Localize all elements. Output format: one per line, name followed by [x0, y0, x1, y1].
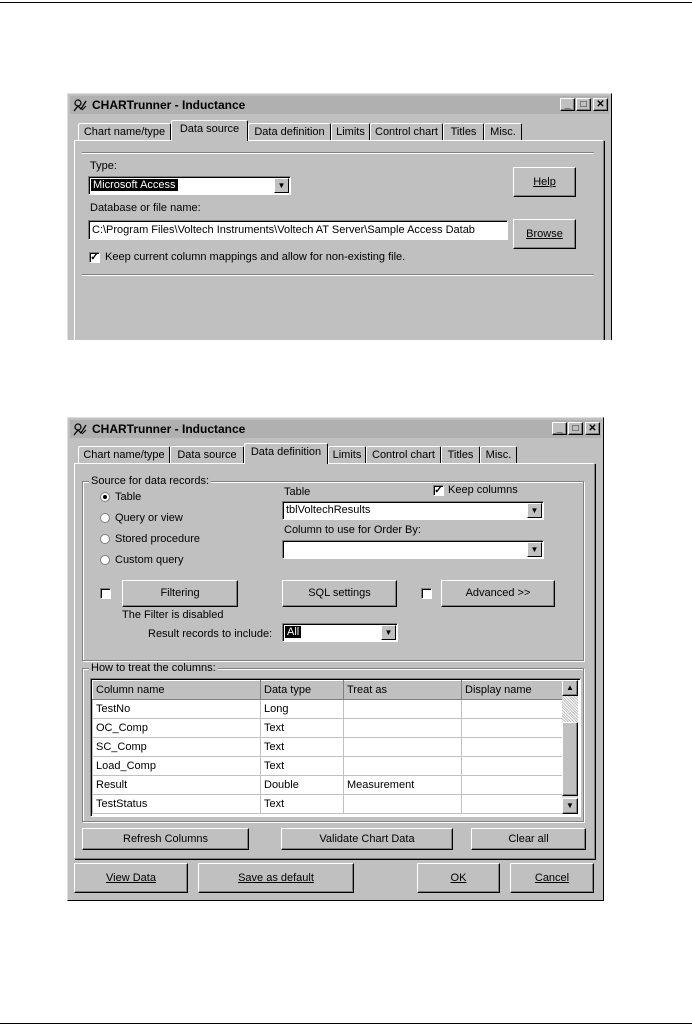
- radio-table-label: Table: [115, 491, 142, 503]
- cell-data-type[interactable]: Text: [261, 795, 344, 814]
- header-display-name[interactable]: Display name: [462, 681, 563, 700]
- table-row[interactable]: [93, 795, 563, 814]
- tab-misc[interactable]: Misc.: [484, 123, 522, 141]
- table-row[interactable]: [93, 719, 563, 738]
- advanced-checkbox[interactable]: [421, 588, 432, 599]
- radio-table[interactable]: [100, 492, 110, 502]
- advanced-button[interactable]: [441, 580, 555, 607]
- top-rule: [0, 2, 692, 3]
- cell-data-type[interactable]: Text: [261, 757, 344, 776]
- radio-custom-query[interactable]: [100, 555, 110, 565]
- order-by-select[interactable]: [282, 540, 544, 559]
- sql-settings-button[interactable]: [282, 580, 397, 607]
- help-button[interactable]: [513, 167, 576, 197]
- columns-group-title: How to treat the columns:: [91, 662, 216, 674]
- close-icon[interactable]: ✕: [593, 98, 608, 111]
- validate-chart-data-button[interactable]: [281, 828, 453, 850]
- bottom-divider: [82, 274, 594, 276]
- tab-data-definition[interactable]: Data definition: [248, 123, 331, 141]
- tab-control-chart[interactable]: Control chart: [366, 446, 441, 464]
- cell-display-name[interactable]: [462, 719, 563, 738]
- table-row[interactable]: [93, 738, 563, 757]
- minimize-icon[interactable]: _: [560, 98, 575, 111]
- sql-settings-label: SQL settings: [308, 587, 371, 599]
- help-button-label: Help: [533, 176, 556, 188]
- view-data-label: View Data: [106, 872, 156, 884]
- table-select-value: tblVoltechResults: [286, 504, 371, 516]
- tab-misc[interactable]: Misc.: [480, 446, 517, 464]
- radio-query-or-view[interactable]: [100, 513, 110, 523]
- result-records-select[interactable]: [282, 623, 398, 642]
- scroll-down-icon[interactable]: ▼: [562, 798, 578, 814]
- cell-data-type[interactable]: Double: [261, 776, 344, 795]
- cell-data-type[interactable]: Text: [261, 719, 344, 738]
- cell-column-name[interactable]: TestStatus: [93, 795, 261, 814]
- clear-all-label: Clear all: [508, 833, 549, 845]
- database-label: Database or file name:: [90, 202, 201, 214]
- columns-grid: [90, 678, 581, 817]
- database-path-input[interactable]: [88, 220, 508, 240]
- window-title: CHARTrunner - Inductance: [92, 98, 246, 112]
- chevron-down-icon[interactable]: ▼: [527, 503, 542, 518]
- cell-treat-as[interactable]: [344, 719, 462, 738]
- cell-column-name[interactable]: TestNo: [93, 700, 261, 719]
- clear-all-button[interactable]: [471, 828, 586, 850]
- chevron-down-icon[interactable]: ▼: [274, 178, 289, 193]
- header-data-type[interactable]: Data type: [261, 681, 344, 700]
- cell-display-name[interactable]: [462, 795, 563, 814]
- tab-chart-name-type[interactable]: Chart name/type: [78, 446, 170, 464]
- scroll-up-icon[interactable]: ▲: [562, 680, 578, 696]
- cell-column-name[interactable]: Load_Comp: [93, 757, 261, 776]
- title-bar: [70, 96, 609, 114]
- table-row[interactable]: [93, 757, 563, 776]
- cell-display-name[interactable]: [462, 776, 563, 795]
- vertical-scrollbar[interactable]: [562, 680, 578, 814]
- refresh-columns-button[interactable]: [82, 828, 249, 850]
- tab-control-chart[interactable]: Control chart: [370, 123, 443, 141]
- maximize-icon[interactable]: □: [576, 98, 591, 111]
- chevron-down-icon[interactable]: ▼: [381, 625, 396, 640]
- tab-titles[interactable]: Titles: [443, 123, 484, 141]
- table-label: Table: [284, 486, 311, 498]
- tab-limits[interactable]: Limits: [328, 446, 366, 464]
- validate-chart-data-label: Validate Chart Data: [319, 833, 415, 845]
- radio-stored-procedure[interactable]: [100, 534, 110, 544]
- data-source-window: [67, 93, 612, 340]
- database-path-value: C:\Program Files\Voltech Instruments\Voltech AT Server\Sample Access Datab: [92, 224, 475, 236]
- keep-columns-checkbox[interactable]: ✓: [434, 485, 443, 496]
- chartrunner-app-icon: [72, 97, 88, 113]
- cell-data-type[interactable]: Long: [261, 700, 344, 719]
- filtering-checkbox[interactable]: [100, 588, 111, 599]
- title-bar: [70, 420, 601, 438]
- result-records-value: All: [287, 626, 300, 638]
- cell-display-name[interactable]: [462, 757, 563, 776]
- data-definition-window: [67, 417, 604, 901]
- tab-data-source[interactable]: Data source: [170, 446, 244, 464]
- filtering-button-label: Filtering: [160, 587, 200, 599]
- type-label: Type:: [90, 160, 117, 172]
- radio-query-label: Query or view: [115, 512, 183, 524]
- window-title: CHARTrunner - Inductance: [92, 422, 246, 436]
- type-select[interactable]: [88, 176, 291, 195]
- refresh-columns-label: Refresh Columns: [123, 833, 208, 845]
- scroll-thumb[interactable]: [562, 722, 578, 796]
- keep-columns-label: Keep columns: [448, 484, 518, 496]
- cell-column-name[interactable]: SC_Comp: [93, 738, 261, 757]
- advanced-button-label: Advanced >>: [465, 587, 531, 599]
- cancel-button[interactable]: [510, 863, 594, 893]
- chevron-down-icon[interactable]: ▼: [527, 542, 542, 557]
- maximize-icon[interactable]: □: [568, 422, 583, 435]
- view-data-button[interactable]: [74, 863, 188, 893]
- header-column-name[interactable]: Column name: [93, 681, 261, 700]
- table-select[interactable]: [282, 501, 544, 520]
- ok-label: OK: [450, 872, 467, 884]
- top-divider: [82, 152, 594, 154]
- cell-treat-as[interactable]: [344, 757, 462, 776]
- chartrunner-app-icon: [72, 421, 88, 437]
- cell-column-name[interactable]: OC_Comp: [93, 719, 261, 738]
- cell-display-name[interactable]: [462, 700, 563, 719]
- tab-chart-name-type[interactable]: Chart name/type: [78, 123, 171, 141]
- minimize-icon[interactable]: _: [552, 422, 567, 435]
- columns-table: [92, 680, 563, 814]
- ok-button[interactable]: [417, 863, 500, 893]
- keep-mappings-label: Keep current column mappings and allow for non-existing file.: [105, 251, 406, 263]
- cell-treat-as[interactable]: Measurement: [344, 776, 462, 795]
- radio-custom-query-label: Custom query: [115, 554, 184, 566]
- save-as-default-button[interactable]: [198, 863, 354, 893]
- close-icon[interactable]: ✕: [585, 422, 600, 435]
- radio-stored-procedure-label: Stored procedure: [115, 533, 200, 545]
- browse-button-label: Browse: [526, 228, 563, 240]
- keep-mappings-checkbox[interactable]: ✓: [90, 252, 99, 263]
- order-by-label: Column to use for Order By:: [284, 524, 421, 536]
- table-row[interactable]: [93, 700, 563, 719]
- tab-limits[interactable]: Limits: [331, 123, 370, 141]
- bottom-rule: [0, 1023, 692, 1024]
- tab-data-definition[interactable]: Data definition: [244, 443, 328, 464]
- cell-display-name[interactable]: [462, 738, 563, 757]
- browse-button[interactable]: [513, 219, 576, 249]
- cell-treat-as[interactable]: [344, 738, 462, 757]
- cell-treat-as[interactable]: [344, 700, 462, 719]
- cancel-label: Cancel: [534, 872, 570, 884]
- columns-header-row: [93, 681, 563, 700]
- header-treat-as[interactable]: Treat as: [344, 681, 462, 700]
- type-select-value: Microsoft Access: [93, 179, 176, 191]
- source-records-title: Source for data records:: [91, 475, 210, 487]
- tab-titles[interactable]: Titles: [441, 446, 480, 464]
- cell-column-name[interactable]: Result: [93, 776, 261, 795]
- table-row[interactable]: [93, 776, 563, 795]
- save-as-default-label: Save as default: [238, 872, 314, 884]
- result-records-label: Result records to include:: [148, 628, 273, 640]
- cell-treat-as[interactable]: [344, 795, 462, 814]
- cell-data-type[interactable]: Text: [261, 738, 344, 757]
- tab-data-source[interactable]: Data source: [171, 120, 248, 141]
- filter-status-text: The Filter is disabled: [122, 609, 224, 621]
- filtering-button[interactable]: [122, 580, 238, 607]
- scrollbar-track-dither: [562, 696, 578, 722]
